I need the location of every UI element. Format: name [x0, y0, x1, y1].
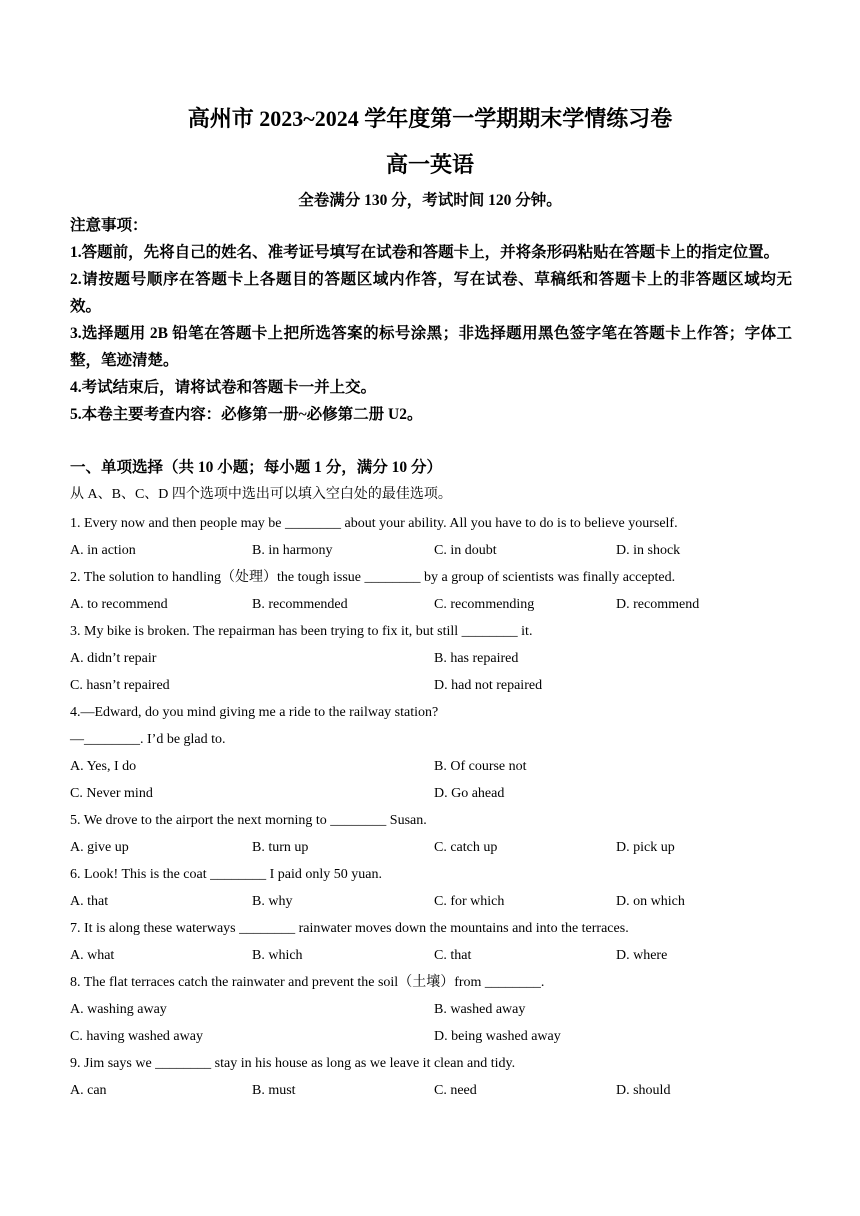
- question-stem: 4.—Edward, do you mind giving me a ride to the railway station?: [70, 705, 439, 720]
- option-row: [70, 888, 792, 915]
- question-stem: 3. My bike is broken. The repairman has been trying to fix it, but still ________ it.: [70, 624, 533, 639]
- section-instruction: 从 A、B、C、D 四个选项中选出可以填入空白处的最佳选项。: [70, 487, 452, 502]
- question-stem: 8. The flat terraces catch the rainwater and prevent the soil（土壤）from ________.: [70, 975, 545, 990]
- option: B. why: [252, 894, 293, 909]
- option-row: [70, 942, 792, 969]
- option-row: [70, 645, 792, 672]
- option: D. on which: [616, 894, 685, 909]
- note-item: 5.本卷主要考查内容：必修第一册~必修第二册 U2。: [70, 406, 423, 423]
- option-row: [70, 591, 792, 618]
- option: A. what: [70, 948, 115, 963]
- option: D. should: [616, 1083, 671, 1098]
- option: A. give up: [70, 840, 129, 855]
- option: D. where: [616, 948, 668, 963]
- note-item: 3.选择题用 2B 铅笔在答题卡上把所选答案的标号涂黑；非选择题用黑色签字笔在答题卡上作答；字体工整，笔迹清楚。: [70, 325, 792, 369]
- option: B. must: [252, 1083, 296, 1098]
- option: B. Of course not: [434, 759, 527, 774]
- option-row: [70, 1077, 792, 1104]
- question-list: [70, 510, 792, 1104]
- option-row: [70, 753, 792, 780]
- question-stem: 2. The solution to handling（处理）the tough issue ________ by a group of scientists was finally accepted.: [70, 570, 676, 585]
- option: D. Go ahead: [434, 786, 505, 801]
- option: B. in harmony: [252, 543, 333, 558]
- option: D. in shock: [616, 543, 681, 558]
- question-stem: 7. It is along these waterways ________ rainwater moves down the mountains and into the terraces.: [70, 921, 629, 936]
- section-heading: 一、单项选择（共 10 小题；每小题 1 分，满分 10 分）: [70, 459, 443, 476]
- option: D. recommend: [616, 597, 700, 612]
- option: C. that: [434, 948, 472, 963]
- option: A. can: [70, 1083, 107, 1098]
- option: C. hasn’t repaired: [70, 678, 170, 693]
- option: C. having washed away: [70, 1029, 203, 1044]
- option-row: [70, 1023, 792, 1050]
- notes-heading: 注意事项：: [70, 217, 148, 234]
- option-row: [70, 996, 792, 1023]
- score-time-line: 全卷满分 130 分，考试时间 120 分钟。: [298, 192, 562, 209]
- option: C. Never mind: [70, 786, 153, 801]
- note-item: 1.答题前，先将自己的姓名、准考证号填写在试卷和答题卡上，并将条形码粘贴在答题卡上的指定位置。: [70, 244, 780, 261]
- option: B. washed away: [434, 1002, 526, 1017]
- option-row: [70, 672, 792, 699]
- question-stem: 6. Look! This is the coat ________ I paid only 50 yuan.: [70, 867, 382, 882]
- option: C. catch up: [434, 840, 498, 855]
- option: A. to recommend: [70, 597, 168, 612]
- option: B. turn up: [252, 840, 309, 855]
- option: C. in doubt: [434, 543, 497, 558]
- note-item: 2.请按题号顺序在答题卡上各题目的答题区域内作答，写在试卷、草稿纸和答题卡上的非答题区域均无效。: [70, 271, 792, 315]
- option-row: [70, 780, 792, 807]
- option: C. recommending: [434, 597, 535, 612]
- question-stem-reply: —________. I’d be glad to.: [70, 732, 226, 747]
- option: B. has repaired: [434, 651, 519, 666]
- option: A. Yes, I do: [70, 759, 137, 774]
- option: A. washing away: [70, 1002, 167, 1017]
- question-stem: 9. Jim says we ________ stay in his house as long as we leave it clean and tidy.: [70, 1056, 516, 1071]
- exam-title: 高州市 2023~2024 学年度第一学期期末学情练习卷: [187, 106, 673, 131]
- option: D. being washed away: [434, 1029, 561, 1044]
- option: D. had not repaired: [434, 678, 543, 693]
- note-item: 4.考试结束后，请将试卷和答题卡一并上交。: [70, 379, 377, 396]
- option-row: [70, 834, 792, 861]
- option: A. in action: [70, 543, 136, 558]
- option: B. recommended: [252, 597, 348, 612]
- option: A. didn’t repair: [70, 651, 157, 666]
- option: C. for which: [434, 894, 505, 909]
- question-stem: 1. Every now and then people may be ________ about your ability. All you have to do is to believe yourself.: [70, 516, 678, 531]
- option: B. which: [252, 948, 303, 963]
- exam-notes: [70, 212, 792, 428]
- option: D. pick up: [616, 840, 675, 855]
- option: C. need: [434, 1083, 477, 1098]
- question-stem: 5. We drove to the airport the next morning to ________ Susan.: [70, 813, 427, 828]
- option: A. that: [70, 894, 109, 909]
- exam-subject: 高一英语: [385, 152, 474, 177]
- option-row: [70, 537, 792, 564]
